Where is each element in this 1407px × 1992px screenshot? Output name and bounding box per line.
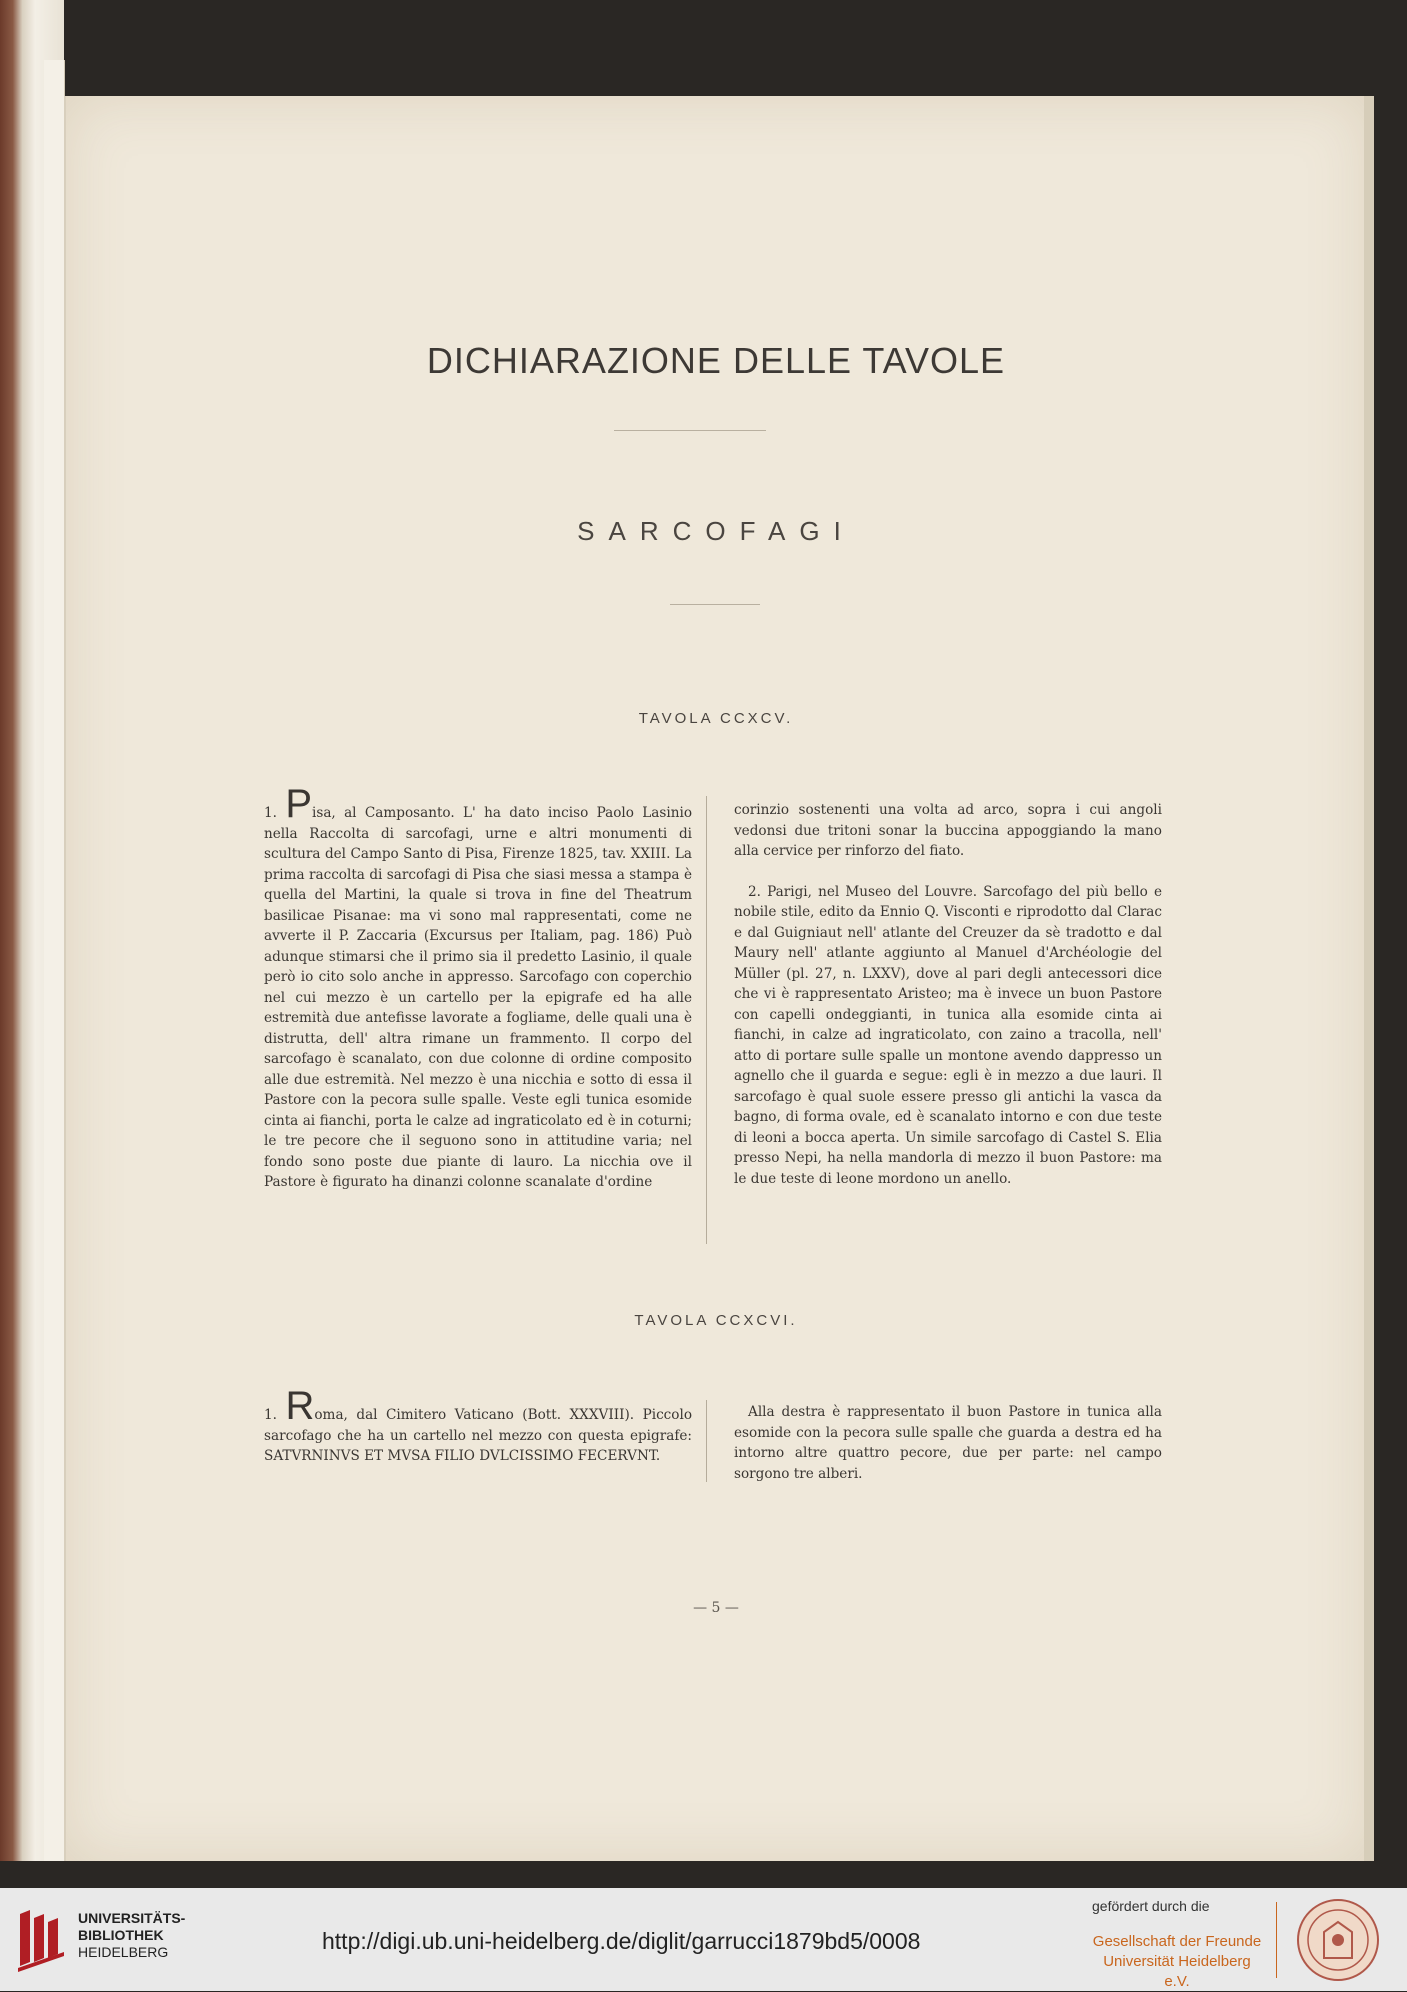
tavola-ccxcvi-left-column <box>264 1384 693 1467</box>
book-spine-edge <box>44 60 65 1861</box>
page-title: DICHIARAZIONE DELLE TAVOLE <box>426 340 1006 381</box>
page-number: — 5 — <box>693 1600 739 1616</box>
column-separator <box>706 1400 707 1482</box>
library-logo-icon <box>14 1906 70 1972</box>
drop-cap: P <box>285 782 312 826</box>
drop-cap: R <box>285 1384 315 1428</box>
item-number: 1. <box>264 1407 277 1423</box>
footer-divider <box>1276 1902 1277 1978</box>
tavola-ccxcv-left-column <box>264 782 693 1193</box>
paragraph-text: 2. Parigi, nel Museo del Louvre. Sarcofago del più bello e nobile stile, edito da Ennio Q. Visconti e riprodotto dal Clarac e dal Guigniaut nell' atlante del Creuzer da sè tradotto e dal Maury nell' atlante aggiunto al Manuel d'Archéologie del Müller (pl. 27, n. LXXV), dove al pari degli antecessori dice che vi è rappresentato Aristeo; ma è invece un buon Pastore con capelli ondeggianti, in tunica alla esomide cinta ai fianchi, in calze ad ingraticolato, con zaino a tracolla, nell' atto di portare sulle spalle un montone avendo dappresso un agnello che il guarda e segue: egli è in mezzo a due lauri. Il sarcofago è qual suole essere presso gli antichi la vasca da bagno, di forma ovale, ed è scanalato intorno e con due teste di leoni a bocca aperta. Un simile sarcofago di Castel S. Elia presso Nepi, ha nella mandorla di mezzo il buon Pastore: ma le due teste di leone mordono un anello. <box>734 883 1162 1187</box>
title-divider <box>614 430 766 431</box>
permalink-url[interactable]: http://digi.ub.uni-heidelberg.de/diglit/garrucci1879bd5/0008 <box>322 1928 921 1954</box>
section-heading: SARCOFAGI <box>577 516 855 546</box>
tavola-ccxcvi-heading: TAVOLA CCXCVI. <box>634 1312 798 1329</box>
item-number: 1. <box>264 805 277 821</box>
paragraph-text: corinzio sostenenti una volta ad arco, sopra i cui angoli vedonsi due tritoni sonar la buccina appoggiando la mano alla cervice per rinforzo del fiato. <box>734 802 1162 859</box>
column-separator <box>706 796 707 1244</box>
section-divider <box>670 604 760 605</box>
tavola-ccxcvi-right-column <box>734 1402 1162 1484</box>
funded-by-label: gefördert durch die <box>1092 1898 1210 1914</box>
sponsor-name: Gesellschaft der Freunde Universität Heidelberg e.V. <box>1092 1933 1262 1990</box>
tavola-ccxcv-right-column <box>734 800 1162 1189</box>
library-name: UNIVERSITÄTS- BIBLIOTHEK HEIDELBERG <box>78 1910 186 1960</box>
page-edge <box>1364 96 1374 1861</box>
paragraph-text: oma, dal Cimitero Vaticano (Bott. XXXVIII). Piccolo sarcofago che ha un cartello nel mezzo con questa epigrafe: SATVRNINVS ET MVSA FILIO DVLCISSIMO FECERVNT. <box>264 1407 693 1464</box>
tavola-ccxcv-heading: TAVOLA CCXCV. <box>638 710 794 727</box>
paragraph-text: Alla destra è rappresentato il buon Pastore in tunica alla esomide con la pecora sulle spalle che guarda a destra ed ha intorno altre quattro pecore, due per parte: nel campo sorgono tre alberi. <box>734 1404 1162 1482</box>
footer-bar <box>0 1888 1407 1991</box>
paragraph-text: isa, al Camposanto. L' ha dato inciso Paolo Lasinio nella Raccolta di sarcofagi, urne e altri monumenti di scultura del Campo Santo di Pisa, Firenze 1825, tav. XXIII. La prima raccolta di sarcofagi di Pisa che siasi messa a stampa è quella del Martini, la quale si trova in fine del Theatrum basilicae Pisanae: ma vi sono mal rappresentati, come ne avverte il P. Zaccaria (Excursus per Italiam, pag. 186) Può adunque stimarsi che il primo sia il predetto Lasinio, il quale però io cito solo anche in appresso. Sarcofago con coperchio nel cui mezzo è un cartello per la epigrafe ed ha alle estremità due antefisse lavorate a fogliame, delle quali una è distrutta, dell' altra rimane un frammento. Il corpo del sarcofago è scanalato, con due colonne di ordine composito alle due estremità. Nel mezzo è una nicchia e sotto di essa il Pastore con la pecora sulle spalle. Veste egli tunica esomide cinta ai fianchi, porta le calze ad ingraticolato ed è in coturni; le tre pecore che il seguono sono in attitudine varia; nel fondo sono poste due piante di lauro. La nicchia ove il Pastore è figurato ha dinanzi colonne scanalate d'ordine <box>264 805 693 1190</box>
university-seal-icon <box>1296 1898 1380 1982</box>
book-page <box>64 96 1366 1861</box>
